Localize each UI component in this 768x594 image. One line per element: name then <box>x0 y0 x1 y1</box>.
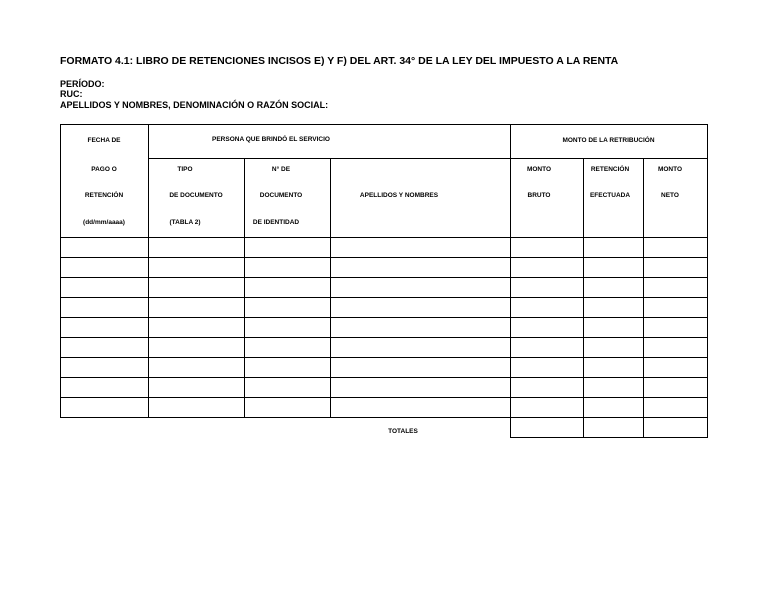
row-line <box>60 377 708 378</box>
row-line <box>60 357 708 358</box>
header-apellidos: APELLIDOS Y NOMBRES <box>359 192 439 199</box>
table-border-left <box>60 124 61 418</box>
totales-bottom-line <box>510 437 708 438</box>
header-fecha-line2: PAGO O <box>91 166 117 173</box>
header-numero-line2: DOCUMENTO <box>259 192 303 199</box>
header-bruto-line2: BRUTO <box>527 192 551 199</box>
row-line <box>60 277 708 278</box>
periodo-label: PERÍODO: <box>60 79 105 89</box>
col-line-bruto <box>583 158 584 438</box>
header-neto-line2: NETO <box>661 192 679 199</box>
header-fecha-line4: (dd/mm/aaaa) <box>83 219 125 226</box>
totales-label: TOTALES <box>388 428 418 435</box>
col-line-numero <box>330 158 331 418</box>
row-line <box>60 337 708 338</box>
page-title: FORMATO 4.1: LIBRO DE RETENCIONES INCISOS E) Y F) DEL ART. 34° DE LA LEY DEL IMPUESTO A LA RENTA <box>60 55 619 67</box>
col-line-fecha <box>148 124 149 418</box>
header-tipo-line1: TIPO <box>177 166 193 173</box>
col-line-tipo <box>244 158 245 418</box>
col-line-retencion <box>643 158 644 438</box>
header-persona-group: PERSONA QUE BRINDÓ EL SERVICIO <box>212 136 330 143</box>
header-tipo-line2: DE DOCUMENTO <box>169 192 223 199</box>
header-tipo-line3: (TABLA 2) <box>169 219 201 226</box>
ruc-label: RUC: <box>60 89 83 99</box>
header-fecha-line1: FECHA DE <box>87 137 121 144</box>
header-numero-line1: N° DE <box>271 166 291 173</box>
row-line <box>60 257 708 258</box>
table-border-top <box>60 124 708 125</box>
row-line <box>60 417 708 418</box>
header-retencion-line2: EFECTUADA <box>589 192 631 199</box>
row-line <box>60 317 708 318</box>
header-fecha-line3: RETENCIÓN <box>84 192 124 199</box>
header-bottom-line <box>60 237 708 238</box>
group-divider-monto <box>510 158 708 159</box>
row-line <box>60 397 708 398</box>
header-neto-line1: MONTO <box>657 166 683 173</box>
table-border-right <box>707 124 708 438</box>
col-line-apellidos <box>510 124 511 438</box>
header-monto-group: MONTO DE LA RETRIBUCIÓN <box>562 137 655 144</box>
row-line <box>60 297 708 298</box>
header-numero-line3: DE IDENTIDAD <box>252 219 300 226</box>
header-bruto-line1: MONTO <box>526 166 552 173</box>
razon-social-label: APELLIDOS Y NOMBRES, DENOMINACIÓN O RAZÓN SOCIAL: <box>60 100 329 110</box>
header-retencion-line1: RETENCIÓN <box>590 166 630 173</box>
